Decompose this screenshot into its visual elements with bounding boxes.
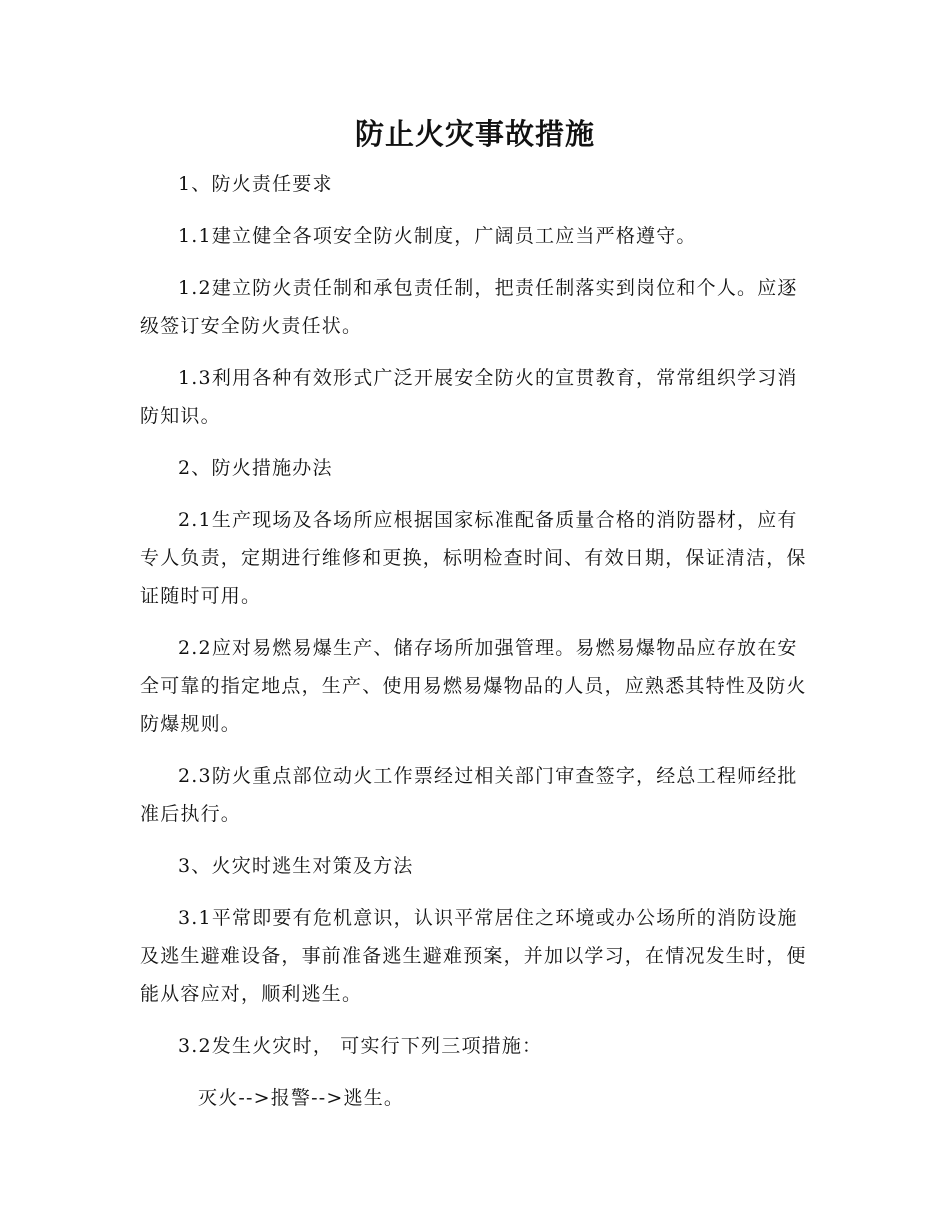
paragraph-2-3: 2.3防火重点部位动火工作票经过相关部门审查签字，经总工程师经批准后执行。 bbox=[140, 765, 798, 825]
document-title: 防止火灾事故措施 bbox=[354, 117, 595, 151]
section-heading-1: 1、防火责任要求 bbox=[178, 173, 333, 195]
procedure-flow: 灭火-->报警-->逃生。 bbox=[198, 1087, 405, 1109]
paragraph-2-2: 2.2应对易燃易爆生产、储存场所加强管理。易燃易爆物品应存放在安全可靠的指定地点，生产、使用易燃易爆物品的人员，应熟悉其特性及防火防爆规则。 bbox=[140, 637, 807, 735]
section-heading-2: 2、防火措施办法 bbox=[178, 457, 333, 479]
section-heading-3: 3、火灾时逃生对策及方法 bbox=[178, 855, 414, 877]
paragraph-3-1: 3.1平常即要有危机意识，认识平常居住之环境或办公场所的消防设施及逃生避难设备，事前准备逃生避难预案，并加以学习，在情况发生时，便能从容应对，顺利逃生。 bbox=[140, 907, 807, 1005]
paragraph-1-1: 1.1建立健全各项安全防火制度，广阔员工应当严格遵守。 bbox=[178, 225, 697, 247]
paragraph-1-2: 1.2建立防火责任制和承包责任制，把责任制落实到岗位和个人。应逐级签订安全防火责任状。 bbox=[140, 277, 798, 337]
document-body bbox=[140, 165, 812, 1131]
paragraph-1-3: 1.3利用各种有效形式广泛开展安全防火的宣贯教育，常常组织学习消防知识。 bbox=[140, 367, 798, 427]
paragraph-3-2: 3.2发生火灾时， 可实行下列三项措施： bbox=[178, 1035, 543, 1057]
paragraph-2-1: 2.1生产现场及各场所应根据国家标准配备质量合格的消防器材，应有专人负责，定期进行维修和更换，标明检查时间、有效日期，保证清洁，保证随时可用。 bbox=[140, 509, 807, 607]
